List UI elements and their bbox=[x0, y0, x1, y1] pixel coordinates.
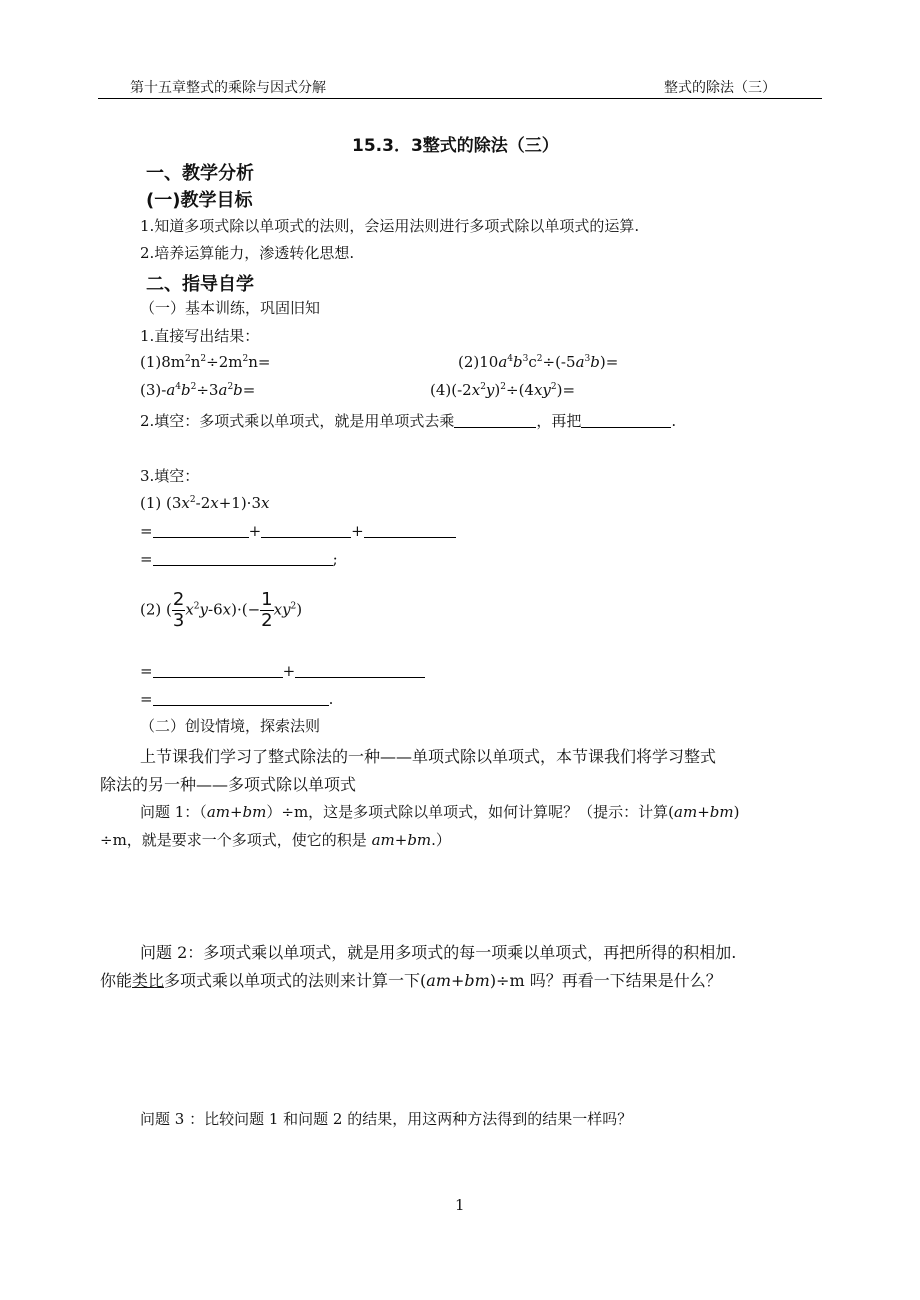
exercise-1-4: $(4)(-2x^2y)^2\div(4xy^2)=$ bbox=[430, 381, 576, 399]
blank-answer[interactable] bbox=[153, 691, 329, 706]
fill-2-text-a: 2.填空：多项式乘以单项式，就是用单项式去乘 bbox=[140, 412, 455, 430]
problem-1-text-c: ÷m，就是要求一个多项式，使它的积是 bbox=[100, 831, 367, 849]
header-section: 整式的除法（三） bbox=[664, 80, 776, 96]
goal-2: 2.培养运算能力，渗透转化思想. bbox=[140, 244, 355, 262]
blank-answer[interactable] bbox=[295, 663, 425, 678]
expression-am-bm: am+bm bbox=[206, 803, 267, 821]
subheading-goals: (一)教学目标 bbox=[146, 190, 253, 211]
exercise-1-3: $(3)-a^4b^2\div 3a^2b=$ bbox=[140, 381, 256, 399]
problem-2-text-c: )÷m 吗？再看一下结果是什么？ bbox=[489, 971, 722, 990]
expression-am-bm: am+bm bbox=[371, 831, 432, 849]
blank-answer[interactable] bbox=[364, 523, 456, 538]
section-heading-selfstudy: 二、指导自学 bbox=[146, 274, 254, 295]
problem-1-line-1: 问题 1：（am+bm）÷m，这是多项式除以单项式，如何计算呢？（提示：计算(am+bm) bbox=[140, 803, 740, 821]
subheading-explore: （二）创设情境，探索法则 bbox=[140, 717, 321, 735]
fraction-two-thirds: $\frac{2}{3}$ bbox=[172, 589, 185, 631]
exercise-1-2: $(2)10a^4b^3c^2\div(-5a^3b)=$ bbox=[458, 353, 619, 371]
exercise-1-1: $(1)8m^2n^2\div 2m^2n=$ bbox=[140, 353, 271, 371]
exercise-3-2: (2) ( $\frac{2}{3}$ $x^2y-6x)\cdot(-$ $\frac{1}{2}$ $xy^2$) bbox=[140, 589, 303, 631]
question-2-fill: 2.填空：多项式乘以单项式，就是用单项式去乘 ，再把 . bbox=[140, 412, 677, 430]
problem-2-line-2 bbox=[100, 968, 722, 991]
blank-answer[interactable] bbox=[261, 523, 351, 538]
blank-answer[interactable] bbox=[581, 413, 671, 428]
question-3-title: 3.填空： bbox=[140, 467, 200, 485]
expression-am-bm: am+bm bbox=[426, 971, 490, 990]
header-chapter: 第十五章整式的乘除与因式分解 bbox=[130, 80, 326, 96]
problem-2-line-1: 问题 2：多项式乘以单项式，就是用多项式的每一项乘以单项式，再把所得的积相加. bbox=[140, 943, 737, 962]
exercise-3-1-line1: = + + bbox=[140, 522, 456, 540]
problem-1-text-d: ） bbox=[435, 831, 451, 849]
exercise-3-1: (1) $(3x^2-2x+1)\cdot 3x$ bbox=[140, 494, 270, 512]
problem-2-text-a: 你能 bbox=[100, 971, 133, 990]
subheading-basic-training: （一）基本训练，巩固旧知 bbox=[140, 299, 321, 317]
blank-answer[interactable] bbox=[153, 523, 249, 538]
exercise-3-1-line2: = ; bbox=[140, 550, 338, 568]
header-rule bbox=[98, 98, 822, 99]
exercise-3-2-line2: = . bbox=[140, 690, 334, 708]
blank-answer[interactable] bbox=[454, 413, 536, 428]
problem-1-line-2: ÷m，就是要求一个多项式，使它的积是 am+bm.） bbox=[100, 831, 451, 849]
expression-am-bm: am+bm bbox=[674, 803, 734, 821]
fraction-one-half: $\frac{1}{2}$ bbox=[261, 589, 273, 631]
page-title: 15.3．3整式的除法（三） bbox=[352, 136, 559, 156]
fill-2-text-b: ，再把 bbox=[536, 412, 582, 430]
problem-3: 问题 3 ：比较问题 1 和问题 2 的结果，用这两种方法得到的结果一样吗？ bbox=[140, 1110, 633, 1128]
exercise-3-2-line1: = + bbox=[140, 662, 425, 680]
section-heading-analysis: 一、教学分析 bbox=[146, 163, 254, 184]
blank-answer[interactable] bbox=[153, 551, 333, 566]
goal-1: 1.知道多项式除以单项式的法则，会运用法则进行多项式除以单项式的运算. bbox=[140, 217, 640, 235]
problem-1-text-b: ）÷m，这是多项式除以单项式，如何计算呢？（提示：计算( bbox=[266, 803, 675, 821]
analogy-link[interactable]: 类比 bbox=[132, 971, 165, 990]
blank-answer[interactable] bbox=[153, 663, 283, 678]
problem-1-text-a: 问题 1：（ bbox=[140, 803, 207, 821]
intro-line-2: 除法的另一种——多项式除以单项式 bbox=[100, 775, 357, 794]
problem-2-text-b: 多项式乘以单项式的法则来计算一下( bbox=[164, 971, 427, 990]
question-1-title: 1.直接写出结果： bbox=[140, 327, 260, 345]
intro-line-1: 上节课我们学习了整式除法的一种——单项式除以单项式，本节课我们将学习整式 bbox=[140, 747, 717, 766]
page-number: 1 bbox=[455, 1196, 465, 1214]
